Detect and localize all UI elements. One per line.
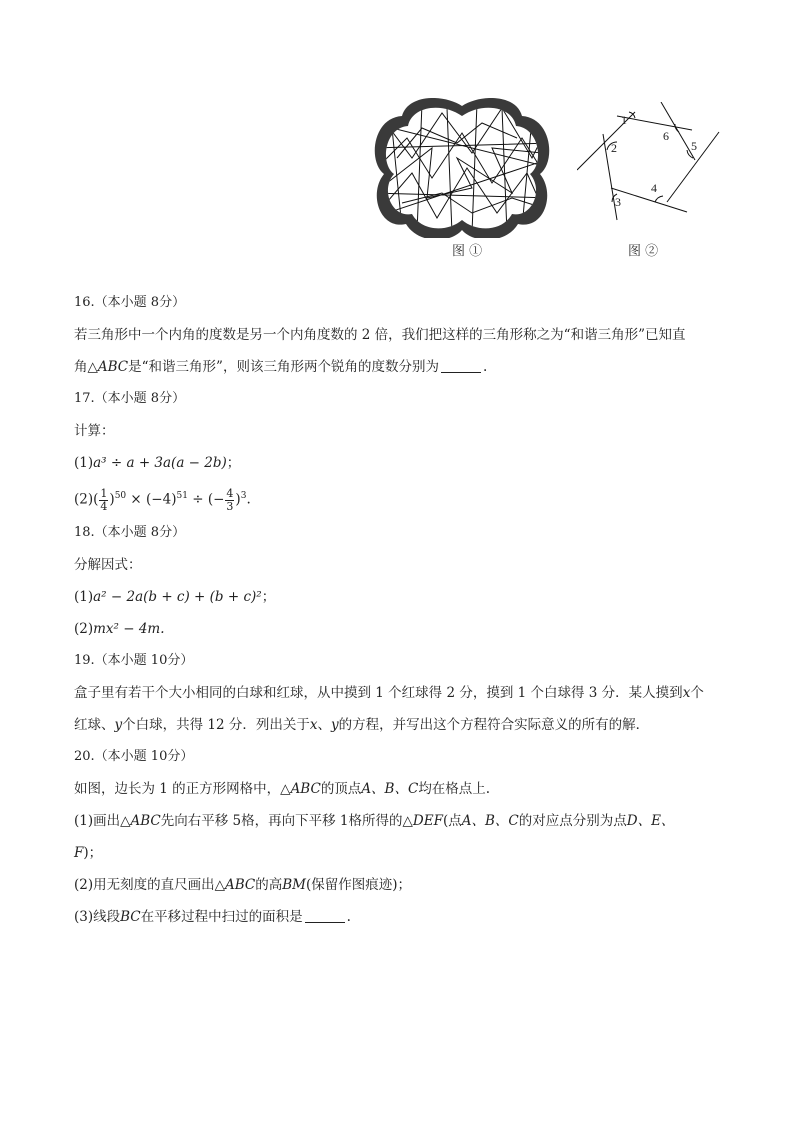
q19-text-line1: 盒子里有若干个大小相同的白球和红球，从中摸到 1 个红球得 2 分，摸到 1 个白球得 3 分．某人摸到x个 (74, 684, 704, 701)
fraction-4-3: $\frac{4}{3}$ (226, 486, 234, 513)
figure-1-caption: 图 ① (452, 244, 483, 259)
questions-content (74, 287, 734, 933)
q17-item1: (1)a³ ÷ a + 3a(a − 2b)； (74, 455, 241, 471)
q18-item1: (1)a² − 2a(b + c) + (b + c)²； (74, 588, 276, 605)
q20-part2: (2)用无刻度的直尺画出△ABC的高BM(保留作图痕迹)； (74, 876, 412, 893)
q20-header: 20.（本小题 10分） (74, 748, 194, 764)
q16-text-line2: 角△ABC是“和谐三角形”，则该三角形两个锐角的度数分别为 . (74, 359, 488, 375)
q20-text-line1: 如图，边长为 1 的正方形网格中，△ABC的顶点A、B、C均在格点上. (74, 780, 491, 797)
angle-label-1: 1 (621, 113, 627, 127)
angle-label-4: 4 (651, 181, 657, 195)
q20-part3: (3)线段BC在平移过程中扫过的面积是 . (74, 908, 351, 925)
q16-text-line1: 若三角形中一个内角的度数是另一个内角度数的 2 倍，我们把这样的三角形称之为“和谐三角形”已知直 (74, 327, 686, 343)
q20-part1-line1: (1)画出△ABC先向右平移 5格，再向下平移 1格所得的△DEF(点A、B、C的对应点分别为点D、E、 (74, 812, 675, 829)
angle-label-6: 6 (663, 129, 669, 143)
angle-label-5: 5 (691, 139, 697, 153)
figure-2-caption: 图 ② (628, 244, 659, 259)
answer-blank (441, 358, 481, 373)
q19-header: 19.（本小题 10分） (74, 652, 194, 668)
q18-intro: 分解因式： (74, 556, 142, 573)
q19-text-line2: 红球、y个白球，共得 12 分．列出关于x、y的方程，并写出这个方程符合实际意义的所有的解． (74, 716, 650, 733)
q20-part1-line2: F)； (74, 844, 103, 861)
angle-label-2: 2 (611, 141, 617, 155)
q17-intro: 计算： (74, 423, 115, 439)
q18-header: 18.（本小题 8分） (74, 524, 186, 540)
angle-label-3: 3 (615, 195, 621, 209)
q18-item2: (2)mx² − 4m. (74, 620, 165, 637)
figure-2-polygon-exterior-angles (577, 102, 727, 232)
q17-header: 17.（本小题 8分） (74, 391, 186, 406)
q16-header: 16.（本小题 8分） (74, 295, 186, 310)
q17-item2: (2)( $\frac{1}{4}$ )$^{50} \times (-4)^{51}$ ÷ (− $\frac{4}{3}$ )$^3$. (74, 486, 251, 513)
fraction-1-4: $\frac{1}{4}$ (100, 486, 108, 513)
answer-blank (305, 908, 345, 923)
figures-area (372, 98, 722, 268)
figure-1-mosaic-window (372, 98, 552, 238)
